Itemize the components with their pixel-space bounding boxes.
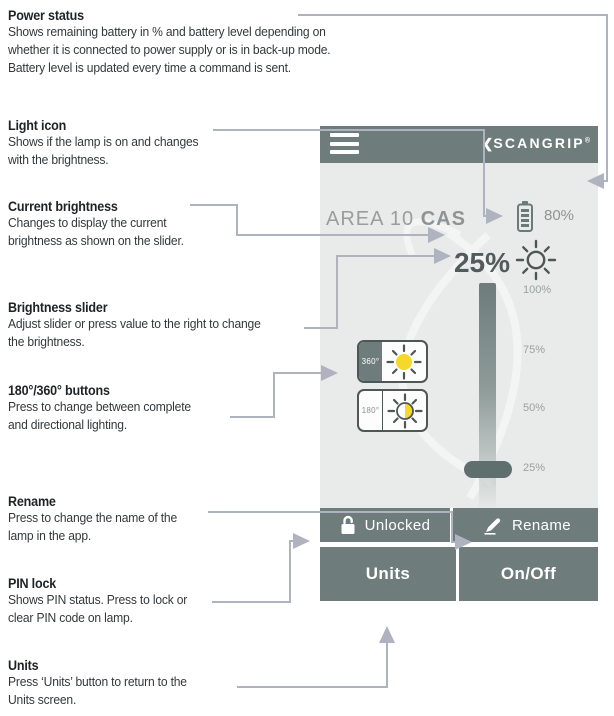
units-button[interactable] [320,547,456,601]
annotation-pin-lock [8,576,329,627]
rename-label: Rename [511,516,572,534]
annotation-line: Press ‘Units’ button to return to the [8,674,187,689]
app-main-area [320,163,598,508]
pin-lock-button[interactable] [320,508,450,542]
units-label: Units [365,564,411,583]
unlocked-padlock-icon [340,515,356,535]
onoff-button[interactable] [459,547,598,601]
slider-label-50[interactable]: 50% [523,402,546,414]
annotation-line: with the brightness. [8,152,109,167]
battery-icon [517,201,533,232]
lamp-name: AREA 10 CAS [326,208,466,230]
annotation-line: lamp in the app. [8,528,92,543]
annotation-line: Changes to display the current [8,215,167,230]
battery-percentage: 80% [544,207,575,224]
annotation-brightness-slider [8,300,329,351]
app-header [320,126,598,163]
annotation-line: whether it is connected to power supply or is in back-up mode. [8,42,331,57]
slider-label-25[interactable]: 25% [523,462,546,474]
brightness-value[interactable]: 25% [453,247,510,278]
annotation-line: Adjust slider or press value to the right to change [8,316,261,331]
annotation-line: Press to change between complete [8,399,191,414]
brightness-slider-handle[interactable] [464,461,512,478]
annotation-line: Units screen. [8,692,77,707]
sun-full-icon [386,344,422,380]
annotation-title: 180°/360° buttons [8,383,110,398]
sun-outline-icon [515,239,557,281]
annotation-light-icon [8,118,329,169]
annotation-title: Rename [8,494,56,509]
slider-label-75[interactable]: 75% [523,344,546,356]
annotation-title: Light icon [8,118,67,133]
annotation-power-status [8,8,329,77]
annotation-line: Shows remaining battery in % and battery level depending on [8,24,326,39]
annotation-title: Brightness slider [8,300,108,315]
annotation-line: brightness as shown on the slider. [8,233,184,248]
annotation-title: Power status [8,8,84,23]
annotation-line: clear PIN code on lamp. [8,610,133,625]
mode-180-button[interactable] [357,389,428,432]
annotation-line: the brightness. [8,334,85,349]
annotation-title: Units [8,658,39,673]
annotation-title: PIN lock [8,576,57,591]
annotation-180-360-buttons [8,383,329,434]
scangrip-logo: ❮SCANGRIP® [482,135,590,151]
rename-button[interactable] [453,508,598,542]
mode-360-label: 360° [359,342,382,381]
annotation-line: Shows if the lamp is on and changes [8,134,199,149]
annotation-rename [8,494,329,545]
annotation-line: and directional lighting. [8,417,128,432]
annotation-line: Battery level is updated every time a command is sent. [8,60,291,75]
mode-180-label: 180° [359,391,383,430]
mode-360-button[interactable] [357,340,428,383]
pencil-icon [480,516,503,535]
slider-label-100[interactable]: 100% [523,284,552,296]
onoff-label: On/Off [500,564,557,583]
sun-half-icon [387,393,423,429]
annotation-line: Shows PIN status. Press to lock or [8,592,188,607]
lamp-app-screen [320,126,598,601]
annotation-current-brightness [8,199,329,250]
menu-icon[interactable] [330,133,359,155]
pin-lock-label: Unlocked [364,516,431,534]
annotation-title: Current brightness [8,199,118,214]
annotation-line: Press to change the name of the [8,510,177,525]
annotation-units [8,658,329,709]
